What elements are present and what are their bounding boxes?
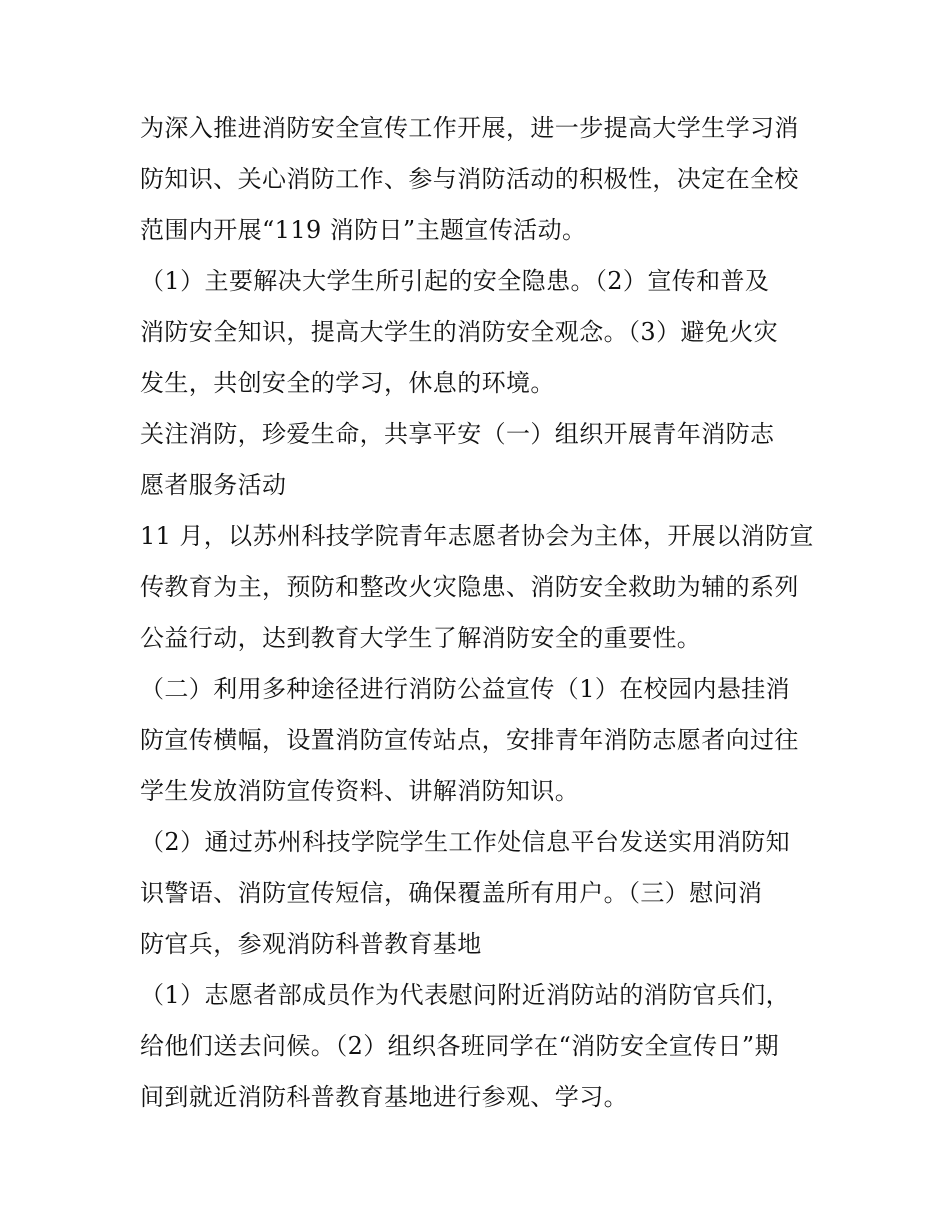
paragraph-volunteer-service xyxy=(140,511,820,664)
text-line: （二）利用多种途径进行消防公益宣传（1）在校园内悬挂消 xyxy=(140,675,791,703)
text-line: 范围内开展“119 消防日”主题宣传活动。 xyxy=(140,216,587,244)
text-line: 防知识、关心消防工作、参与消防活动的积极性，决定在全校 xyxy=(140,165,799,193)
text-line: 间到就近消防科普教育基地进行参观、学习。 xyxy=(140,1083,628,1111)
text-line: 消防安全知识，提高大学生的消防安全观念。（3）避免火灾 xyxy=(140,318,779,346)
text-line: （1）主要解决大学生所引起的安全隐患。（2）宣传和普及 xyxy=(140,267,770,295)
paragraph-publicity xyxy=(140,664,820,817)
document-body xyxy=(140,103,820,1123)
text-line: 传教育为主，预防和整改火灾隐患、消防安全救助为辅的系列 xyxy=(140,573,799,601)
text-line: 学生发放消防宣传资料、讲解消防知识。 xyxy=(140,777,580,805)
text-line: 愿者服务活动 xyxy=(140,471,287,499)
paragraph-visit xyxy=(140,970,820,1123)
text-line: 识警语、消防宣传短信，确保覆盖所有用户。（三）慰问消 xyxy=(140,879,763,907)
text-line: 为深入推进消防安全宣传工作开展，进一步提高大学生学习消 xyxy=(140,114,799,142)
text-line: （2）通过苏州科技学院学生工作处信息平台发送实用消防知 xyxy=(140,828,791,856)
text-line: 发生，共创安全的学习，休息的环境。 xyxy=(140,369,555,397)
paragraph-intro xyxy=(140,103,820,256)
text-line: 公益行动，达到教育大学生了解消防安全的重要性。 xyxy=(140,624,702,652)
text-line: 关注消防，珍爱生命，共享平安（一）组织开展青年消防志 xyxy=(140,420,775,448)
paragraph-objectives xyxy=(140,256,820,409)
text-line: 给他们送去问候。（2）组织各班同学在“消防安全宣传日”期 xyxy=(140,1032,780,1060)
text-line: 防宣传横幅，设置消防宣传站点，安排青年消防志愿者向过往 xyxy=(140,726,799,754)
text-line: （1）志愿者部成员作为代表慰问附近消防站的消防官兵们， xyxy=(140,981,791,1009)
text-line: 防官兵，参观消防科普教育基地 xyxy=(140,930,482,958)
paragraph-info-platform xyxy=(140,817,820,970)
text-line: 11 月，以苏州科技学院青年志愿者协会为主体，开展以消防宣 xyxy=(140,522,814,550)
paragraph-theme xyxy=(140,409,820,511)
